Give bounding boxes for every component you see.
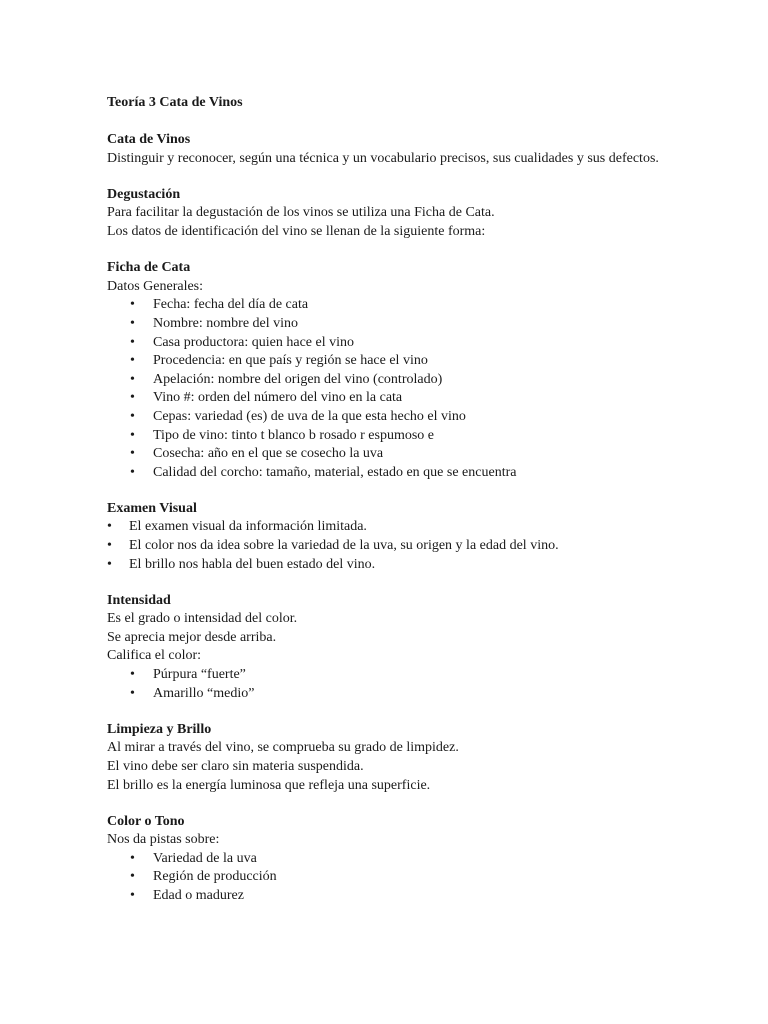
paragraph-line: El vino debe ser claro sin materia suspendida.	[107, 758, 364, 774]
list-item: • Cosecha: año en el que se cosecho la uva	[107, 445, 728, 464]
list-item: • Variedad de la uva	[107, 850, 728, 869]
list-item: • Cepas: variedad (es) de uva de la que esta hecho el vino	[107, 408, 728, 427]
list-item: • Región de producción	[107, 868, 728, 887]
section-heading: Examen Visual	[107, 500, 197, 516]
section-cata-de-vinos	[107, 131, 728, 168]
list-item: • El brillo nos habla del buen estado del vino.	[107, 556, 728, 575]
section-heading: Cata de Vinos	[107, 132, 191, 148]
paragraph-line: Distinguir y reconocer, según una técnica y un vocabulario precisos, sus cualidades y sus defectos.	[107, 150, 659, 166]
section-intensidad	[107, 592, 728, 704]
list-item: • El examen visual da información limitada.	[107, 518, 728, 537]
section-heading: Degustación	[107, 186, 181, 202]
section-heading: Color o Tono	[107, 813, 185, 829]
bullet-list	[107, 518, 728, 574]
paragraph-line: El brillo es la energía luminosa que refleja una superficie.	[107, 777, 431, 793]
list-item: • Edad o madurez	[107, 887, 728, 906]
list-item: • Púrpura “fuerte”	[107, 666, 728, 685]
section-degustacion	[107, 186, 728, 242]
document-title: Teoría 3 Cata de Vinos	[107, 95, 243, 110]
section-heading: Limpieza y Brillo	[107, 721, 212, 737]
paragraph-line: Se aprecia mejor desde arriba.	[107, 629, 277, 645]
section-color-o-tono	[107, 813, 728, 906]
section-examen-visual	[107, 500, 728, 574]
list-item: • Procedencia: en que país y región se hace el vino	[107, 352, 728, 371]
section-heading: Intensidad	[107, 592, 171, 608]
list-item: • El color nos da idea sobre la variedad de la uva, su origen y la edad del vino.	[107, 537, 728, 556]
bullet-list	[107, 296, 728, 482]
paragraph-line: Datos Generales:	[107, 278, 204, 294]
paragraph-line: Califica el color:	[107, 648, 202, 664]
list-item: • Casa productora: quien hace el vino	[107, 334, 728, 353]
section-ficha-de-cata	[107, 259, 728, 482]
bullet-list	[107, 666, 728, 703]
list-item: • Fecha: fecha del día de cata	[107, 296, 728, 315]
list-item: • Amarillo “medio”	[107, 685, 728, 704]
list-item: • Nombre: nombre del vino	[107, 315, 728, 334]
list-item: • Apelación: nombre del origen del vino (controlado)	[107, 371, 728, 390]
list-item: • Vino #: orden del número del vino en la cata	[107, 389, 728, 408]
bullet-list	[107, 850, 728, 906]
paragraph-line: Es el grado o intensidad del color.	[107, 611, 298, 627]
paragraph-line: Para facilitar la degustación de los vinos se utiliza una Ficha de Cata.	[107, 205, 495, 221]
list-item: • Calidad del corcho: tamaño, material, estado en que se encuentra	[107, 464, 728, 483]
section-heading: Ficha de Cata	[107, 260, 191, 276]
paragraph-line: Nos da pistas sobre:	[107, 832, 220, 848]
list-item: • Tipo de vino: tinto t blanco b rosado r espumoso e	[107, 427, 728, 446]
paragraph-line: Al mirar a través del vino, se comprueba su grado de limpidez.	[107, 740, 459, 756]
section-limpieza-y-brillo	[107, 721, 728, 795]
paragraph-line: Los datos de identificación del vino se llenan de la siguiente forma:	[107, 224, 486, 240]
